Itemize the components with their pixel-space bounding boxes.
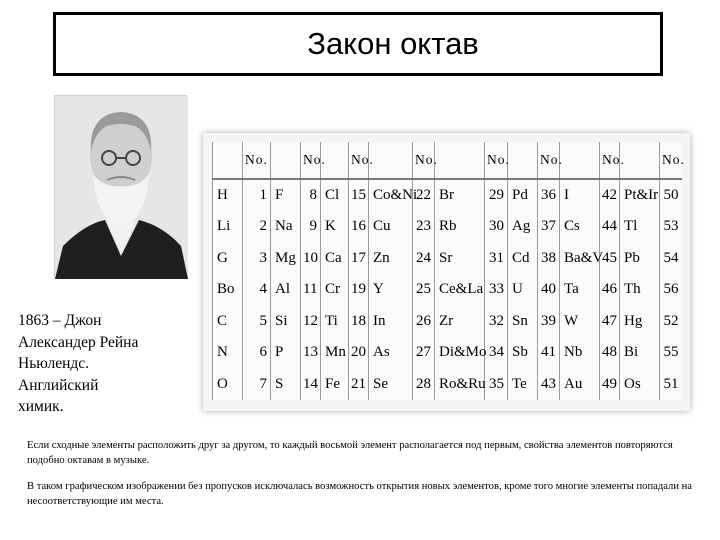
- header-spacer: [271, 142, 301, 179]
- element-symbol: In: [369, 306, 413, 337]
- table-header-row: [213, 142, 682, 179]
- portrait-image: [54, 95, 187, 278]
- notes: [27, 438, 697, 520]
- element-number: 14: [301, 368, 321, 400]
- element-symbol: N: [213, 337, 243, 368]
- element-number: 30: [485, 211, 508, 242]
- column-header: No.: [600, 142, 620, 179]
- column-header: No.: [538, 142, 560, 179]
- element-number: 9: [301, 211, 321, 242]
- element-number: 48: [600, 337, 620, 368]
- element-symbol: Ro&Ru: [435, 368, 485, 400]
- element-symbol: F: [271, 179, 301, 212]
- element-symbol: Al: [271, 274, 301, 305]
- slide-title: Закон октав: [307, 26, 479, 61]
- element-symbol: Mg: [271, 243, 301, 274]
- element-number: 44: [600, 211, 620, 242]
- element-symbol: S: [271, 368, 301, 400]
- element-symbol: Ba&V: [560, 243, 600, 274]
- element-symbol: Hg: [620, 306, 660, 337]
- element-number: 17: [349, 243, 369, 274]
- table-row: [213, 306, 682, 337]
- table-row: [213, 211, 682, 242]
- element-number: 2: [243, 211, 271, 242]
- element-number: 31: [485, 243, 508, 274]
- element-number: 3: [243, 243, 271, 274]
- element-number: 19: [349, 274, 369, 305]
- octaves-table: [212, 142, 685, 400]
- element-symbol: Cs: [560, 211, 600, 242]
- header-spacer: [620, 142, 660, 179]
- element-symbol: Fe: [321, 368, 349, 400]
- element-number: 28: [413, 368, 435, 400]
- header-spacer: [435, 142, 485, 179]
- element-number: 21: [349, 368, 369, 400]
- element-symbol: C: [213, 306, 243, 337]
- element-symbol: Zr: [435, 306, 485, 337]
- element-number: 10: [301, 243, 321, 274]
- element-number: 12: [301, 306, 321, 337]
- column-header: No.: [660, 142, 682, 179]
- element-number: 36: [538, 179, 560, 212]
- element-symbol: Ta: [560, 274, 600, 305]
- column-header: No.: [413, 142, 435, 179]
- element-number: 45: [600, 243, 620, 274]
- element-symbol: Sb: [508, 337, 538, 368]
- element-number: 34: [485, 337, 508, 368]
- element-number: 15: [349, 179, 369, 212]
- element-number: 1: [243, 179, 271, 212]
- portrait-caption: [18, 310, 208, 418]
- element-symbol: Cl: [321, 179, 349, 212]
- element-symbol: Zn: [369, 243, 413, 274]
- table-row: [213, 337, 682, 368]
- title-box: [53, 12, 663, 76]
- element-number: 16: [349, 211, 369, 242]
- caption-line: Английский: [18, 376, 99, 394]
- element-number: 39: [538, 306, 560, 337]
- element-symbol: Mn: [321, 337, 349, 368]
- element-symbol: H: [213, 179, 243, 212]
- element-number: 33: [485, 274, 508, 305]
- element-symbol: Si: [271, 306, 301, 337]
- column-header: No.: [243, 142, 271, 179]
- element-symbol: Th: [620, 274, 660, 305]
- element-number: 13: [301, 337, 321, 368]
- element-number: 40: [538, 274, 560, 305]
- octaves-table-frame: [203, 133, 690, 411]
- element-symbol: K: [321, 211, 349, 242]
- header-spacer: [369, 142, 413, 179]
- element-number: 52: [660, 306, 682, 337]
- element-number: 4: [243, 274, 271, 305]
- element-symbol: I: [560, 179, 600, 212]
- element-symbol: Co&Ni: [369, 179, 413, 212]
- column-header: No.: [301, 142, 321, 179]
- element-symbol: Sn: [508, 306, 538, 337]
- column-header: No.: [485, 142, 508, 179]
- element-number: 41: [538, 337, 560, 368]
- portrait-drawing: [55, 96, 188, 279]
- element-number: 49: [600, 368, 620, 400]
- element-symbol: U: [508, 274, 538, 305]
- element-symbol: Pt&Ir: [620, 179, 660, 212]
- caption-line: химик.: [18, 398, 64, 415]
- element-number: 50: [660, 179, 682, 212]
- element-symbol: Pd: [508, 179, 538, 212]
- element-symbol: Ti: [321, 306, 349, 337]
- element-symbol: Ag: [508, 211, 538, 242]
- element-number: 53: [660, 211, 682, 242]
- element-symbol: Ce&La: [435, 274, 485, 305]
- element-number: 54: [660, 243, 682, 274]
- element-number: 56: [660, 274, 682, 305]
- element-symbol: Na: [271, 211, 301, 242]
- element-number: 22: [413, 179, 435, 212]
- element-symbol: Au: [560, 368, 600, 400]
- element-symbol: As: [369, 337, 413, 368]
- element-number: 55: [660, 337, 682, 368]
- element-number: 43: [538, 368, 560, 400]
- element-symbol: W: [560, 306, 600, 337]
- note-paragraph: Если сходные элементы расположить друг за другом, то каждый восьмой элемент располагается под первым, свойства элементов повторяются подобно октавам в музыке.: [27, 440, 673, 466]
- element-symbol: Sr: [435, 243, 485, 274]
- note-paragraph: В таком графическом изображении без пропусков исключалась возможность открытия новых элементов, кроме того многие элементы попадали на несоответствующие им места.: [27, 481, 693, 507]
- element-number: 6: [243, 337, 271, 368]
- table-row: [213, 179, 682, 212]
- element-symbol: Ca: [321, 243, 349, 274]
- element-number: 8: [301, 179, 321, 212]
- element-number: 11: [301, 274, 321, 305]
- element-symbol: P: [271, 337, 301, 368]
- element-number: 32: [485, 306, 508, 337]
- header-spacer: [213, 142, 243, 179]
- element-number: 26: [413, 306, 435, 337]
- element-symbol: Cr: [321, 274, 349, 305]
- element-symbol: Pb: [620, 243, 660, 274]
- element-symbol: Tl: [620, 211, 660, 242]
- caption-line: Ньюлендс.: [18, 355, 90, 372]
- table-row: [213, 368, 682, 400]
- element-number: 29: [485, 179, 508, 212]
- element-number: 25: [413, 274, 435, 305]
- element-number: 27: [413, 337, 435, 368]
- header-spacer: [508, 142, 538, 179]
- element-symbol: Cd: [508, 243, 538, 274]
- element-symbol: Nb: [560, 337, 600, 368]
- element-symbol: Rb: [435, 211, 485, 242]
- table-row: [213, 243, 682, 274]
- element-symbol: Cu: [369, 211, 413, 242]
- element-symbol: Li: [213, 211, 243, 242]
- element-number: 46: [600, 274, 620, 305]
- element-symbol: Os: [620, 368, 660, 400]
- element-number: 7: [243, 368, 271, 400]
- element-symbol: Bi: [620, 337, 660, 368]
- element-number: 47: [600, 306, 620, 337]
- header-spacer: [560, 142, 600, 179]
- element-number: 38: [538, 243, 560, 274]
- element-symbol: Di&Mo: [435, 337, 485, 368]
- element-symbol: Bo: [213, 274, 243, 305]
- caption-line: Александер Рейна: [18, 333, 139, 351]
- element-number: 5: [243, 306, 271, 337]
- element-number: 42: [600, 179, 620, 212]
- element-symbol: Se: [369, 368, 413, 400]
- element-symbol: O: [213, 368, 243, 400]
- element-symbol: Te: [508, 368, 538, 400]
- element-symbol: G: [213, 243, 243, 274]
- element-number: 51: [660, 368, 682, 400]
- element-symbol: Br: [435, 179, 485, 212]
- caption-line: 1863 – Джон: [18, 312, 102, 329]
- element-number: 24: [413, 243, 435, 274]
- octaves-table-body: [213, 142, 685, 400]
- column-header: No.: [349, 142, 369, 179]
- element-number: 37: [538, 211, 560, 242]
- element-number: 20: [349, 337, 369, 368]
- element-number: 18: [349, 306, 369, 337]
- element-symbol: Y: [369, 274, 413, 305]
- element-number: 23: [413, 211, 435, 242]
- element-number: 35: [485, 368, 508, 400]
- table-row: [213, 274, 682, 305]
